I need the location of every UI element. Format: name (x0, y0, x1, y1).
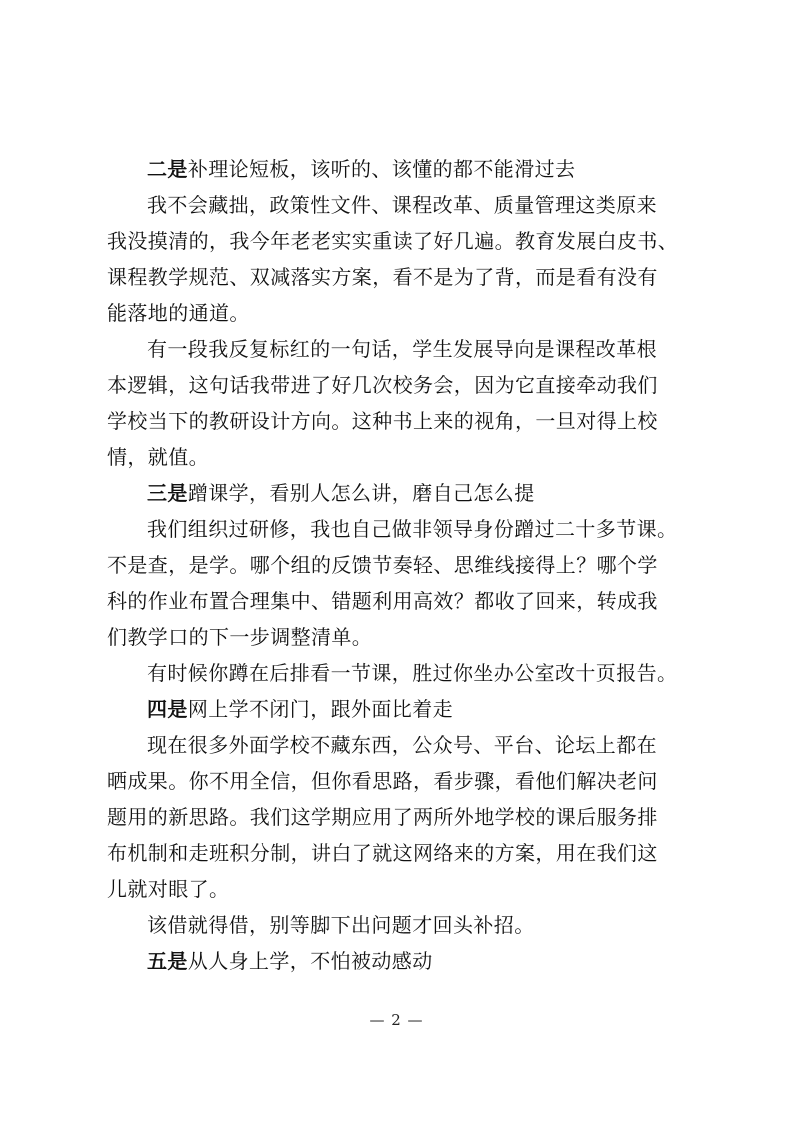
section-heading (107, 691, 692, 727)
paragraph-line: 晒成果。你不用全信，但你看思路，看步骤，看他们解决老问 (107, 769, 658, 793)
paragraph-line: 现在很多外面学校不藏东西，公众号、平台、论坛上都在 (147, 733, 657, 757)
paragraph-line: 们教学口的下一步调整清单。 (107, 625, 373, 649)
paragraph-line: 有时候你蹲在后排看一节课，胜过你坐办公室改十页报告。 (147, 661, 678, 685)
section-heading (107, 151, 692, 187)
section-lead: 三是 (147, 481, 188, 505)
section-lead: 二是 (147, 157, 188, 181)
section-heading (107, 475, 692, 511)
paragraph-line: 题用的新思路。我们这学期应用了两所外地学校的课后服务排 (107, 805, 658, 829)
section-heading (107, 943, 692, 979)
paragraph-line: 有一段我反复标红的一句话，学生发展导向是课程改革根 (147, 337, 657, 361)
section-heading-text: 从人身上学，不怕被动感动 (187, 949, 433, 973)
section-lead: 五是 (147, 949, 188, 973)
paragraph-line: 课程教学规范、双减落实方案，看不是为了背，而是看有没有 (107, 265, 658, 289)
document-body (107, 151, 692, 979)
paragraph-line: 儿就对眼了。 (107, 877, 230, 901)
page-number: — 2 — (369, 1011, 424, 1029)
paragraph-line: 布机制和走班积分制，讲白了就这网络来的方案，用在我们这 (107, 841, 658, 865)
paragraph-line: 不是查，是学。哪个组的反馈节奏轻、思维线接得上？哪个学 (107, 553, 658, 577)
paragraph-line: 科的作业布置合理集中、错题利用高效？都收了回来，转成我 (107, 589, 658, 613)
section-heading-text: 补理论短板，该听的、该懂的都不能滑过去 (187, 157, 576, 181)
paragraph-line: 我没摸清的，我今年老老实实重读了好几遍。教育发展白皮书、 (107, 229, 679, 253)
paragraph-line: 该借就得借，别等脚下出问题才回头补招。 (147, 913, 535, 937)
section-heading-text: 网上学不闭门，跟外面比着走 (187, 697, 454, 721)
section-heading-text: 蹭课学，看别人怎么讲，磨自己怎么提 (187, 481, 535, 505)
paragraph-line: 学校当下的教研设计方向。这种书上来的视角，一旦对得上校 (107, 409, 658, 433)
paragraph-line: 我不会藏拙，政策性文件、课程改革、质量管理这类原来 (147, 193, 657, 217)
section-lead: 四是 (147, 697, 188, 721)
paragraph-line: 本逻辑，这句话我带进了好几次校务会，因为它直接牵动我们 (107, 373, 658, 397)
paragraph-line: 能落地的通道。 (107, 301, 250, 325)
paragraph-line: 我们组织过研修，我也自己做非领导身份蹭过二十多节课。 (147, 517, 678, 541)
paragraph-line: 情，就值。 (107, 445, 209, 469)
